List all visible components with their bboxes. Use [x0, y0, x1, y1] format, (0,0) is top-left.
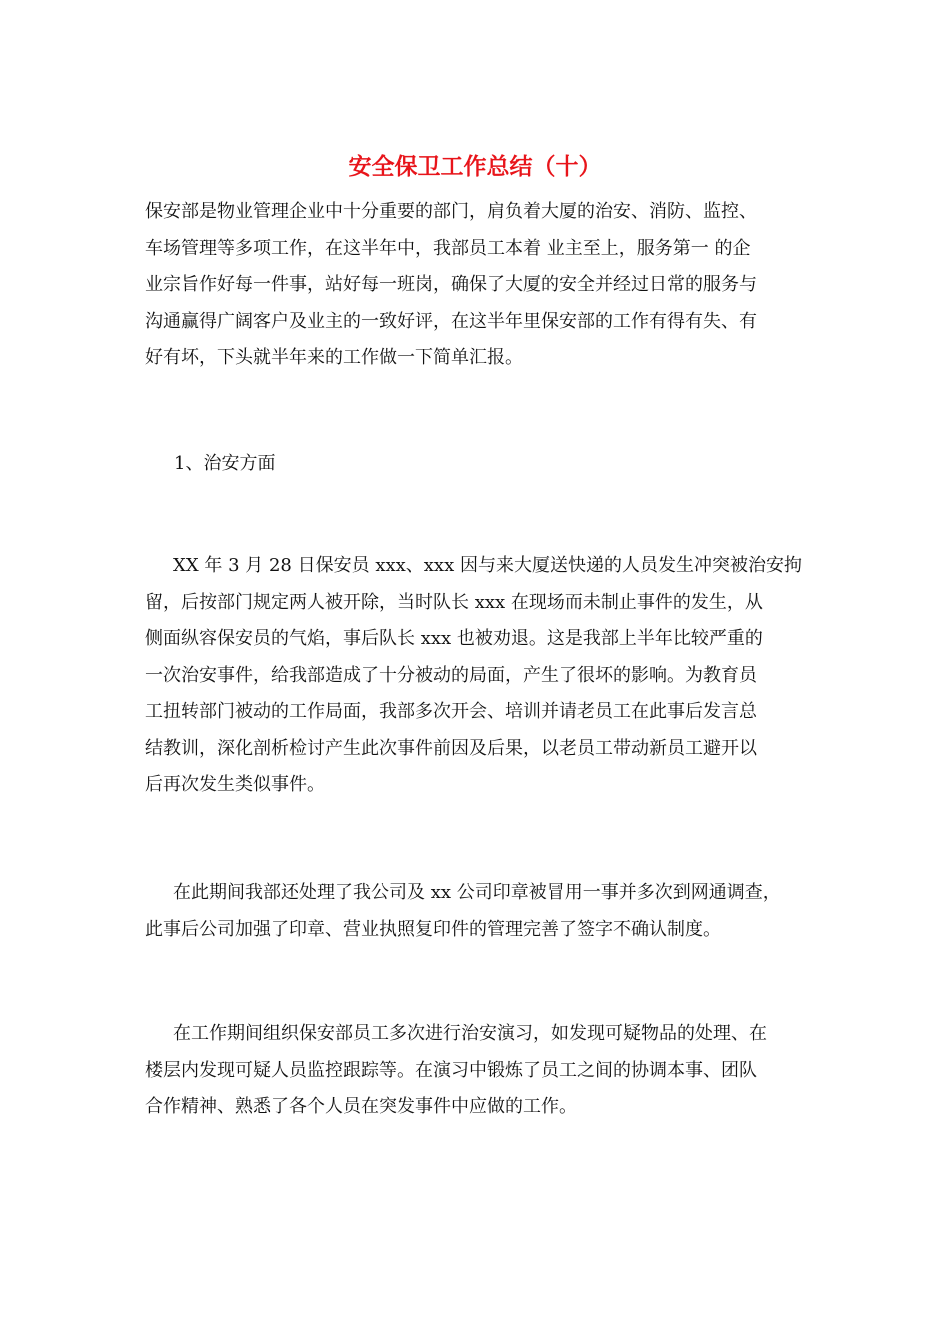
text-line: 工扭转部门被动的工作局面，我部多次开会、培训并请老员工在此事后发言总 [145, 701, 757, 722]
text-line: XX 年 3 月 28 日保安员 xxx、xxx 因与来大厦送快递的人员发生冲突被治安拘 [173, 555, 802, 576]
paragraph-drills [145, 1016, 807, 1126]
text-line: 沟通赢得广阔客户及业主的一致好评，在这半年里保安部的工作有得有失、有 [145, 310, 757, 332]
section-heading-1 [174, 446, 836, 483]
text-line: 在工作期间组织保安部员工多次进行治安演习，如发现可疑物品的处理、在 [173, 1023, 767, 1044]
text-line: 结教训，深化剖析检讨产生此次事件前因及后果，以老员工带动新员工避开以 [145, 737, 757, 759]
text-line: 一次治安事件，给我部造成了十分被动的局面，产生了很坏的影响。为教育员 [145, 664, 757, 686]
paragraph-seal-misuse [145, 875, 807, 948]
text-line: 后再次发生类似事件。 [145, 774, 325, 795]
document-title: 安全保卫工作总结（十） [348, 153, 602, 180]
intro-paragraph [145, 194, 807, 377]
text-line: 好有坏，下头就半年来的工作做一下简单汇报。 [145, 347, 523, 368]
paragraph-incident [145, 548, 807, 804]
text-line: 楼层内发现可疑人员监控跟踪等。在演习中锻炼了员工之间的协调本事、团队 [145, 1059, 757, 1081]
text-line: 合作精神、熟悉了各个人员在突发事件中应做的工作。 [145, 1096, 577, 1117]
text-line: 留，后按部门规定两人被开除，当时队长 xxx 在现场而未制止事件的发生，从 [145, 591, 763, 613]
text-line: 保安部是物业管理企业中十分重要的部门，肩负着大厦的治安、消防、监控、 [145, 201, 757, 222]
text-line: 侧面纵容保安员的气焰，事后队长 xxx 也被劝退。这是我部上半年比较严重的 [145, 628, 763, 649]
text-line: 在此期间我部还处理了我公司及 xx 公司印章被冒用一事并多次到网通调查， [173, 882, 781, 903]
text-line: 此事后公司加强了印章、营业执照复印件的管理完善了签字不确认制度。 [145, 918, 721, 940]
text-line: 车场管理等多项工作，在这半年中，我部员工本着 业主至上，服务第一 的企 [145, 237, 751, 259]
section-heading-text: 1、治安方面 [174, 453, 276, 474]
text-line: 业宗旨作好每一件事，站好每一班岗，确保了大厦的安全并经过日常的服务与 [145, 274, 757, 295]
